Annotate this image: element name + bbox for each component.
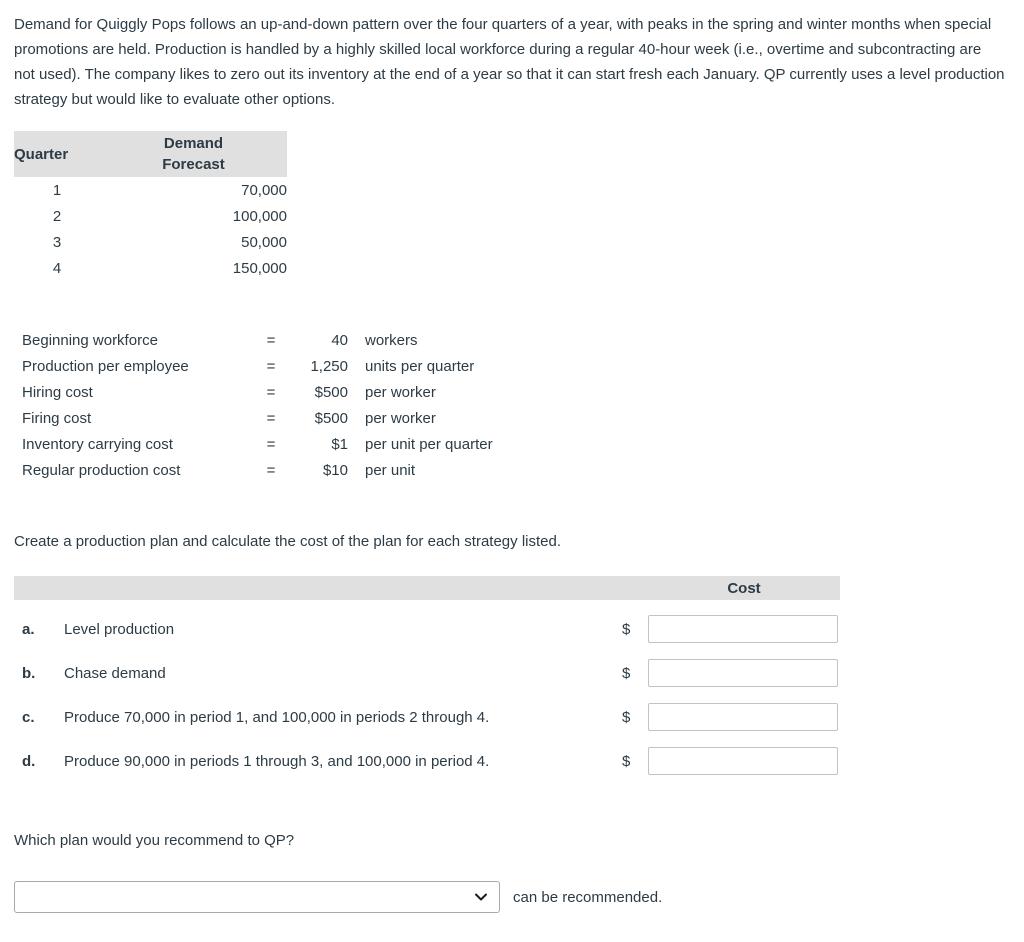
demand-table-row bbox=[14, 229, 287, 255]
quarter-cell: 4 bbox=[52, 259, 62, 277]
forecast-cell: 70,000 bbox=[241, 181, 287, 199]
cost-input-b[interactable] bbox=[648, 659, 838, 687]
demand-table-row bbox=[14, 255, 287, 281]
cost-row-a bbox=[14, 614, 840, 644]
demand-table-row bbox=[14, 177, 287, 203]
dollar-sign: $ bbox=[622, 664, 631, 682]
recommendation-row bbox=[14, 881, 1008, 913]
quarter-cell: 2 bbox=[52, 207, 62, 225]
forecast-cell: 150,000 bbox=[232, 259, 287, 277]
parameter-unit: per unit bbox=[365, 461, 416, 479]
recommendation-dropdown[interactable] bbox=[14, 881, 500, 913]
strategy-letter: b. bbox=[22, 664, 36, 682]
strategy-description: Chase demand bbox=[64, 664, 166, 682]
forecast-cell: 100,000 bbox=[232, 207, 287, 225]
quarter-cell: 3 bbox=[52, 233, 62, 251]
demand-table-header-row bbox=[14, 131, 287, 177]
strategy-description: Produce 90,000 in periods 1 through 3, and 100,000 in period 4. bbox=[64, 752, 490, 770]
cost-row-b bbox=[14, 658, 840, 688]
instruction-text: Create a production plan and calculate the cost of the plan for each strategy listed. bbox=[14, 533, 562, 550]
demand-table-header-quarter: Quarter bbox=[14, 131, 100, 177]
forecast-cell: 50,000 bbox=[241, 233, 287, 251]
strategy-letter: a. bbox=[22, 620, 35, 638]
parameter-value: $10 bbox=[322, 461, 348, 479]
parameter-value: $500 bbox=[314, 409, 348, 427]
dollar-sign: $ bbox=[622, 752, 631, 770]
equals-sign: = bbox=[266, 383, 276, 401]
dollar-sign: $ bbox=[622, 620, 631, 638]
parameter-row bbox=[22, 431, 1008, 457]
strategy-letter: c. bbox=[22, 708, 35, 726]
problem-statement: Demand for Quiggly Pops follows an up-and-down pattern over the four quarters of a year, with peaks in the spring and winter months when special promotions are held. Production is handled by a highly skilled local workforce during a regular 40-hour week (i.e., overtime and subcontracting are not used). The company likes to zero out its inventory at the end of a year so that it can start fresh each January. QP currently uses a level production strategy but would like to evaluate other options. bbox=[14, 16, 1005, 108]
parameter-label: Regular production cost bbox=[22, 461, 181, 479]
strategy-letter: d. bbox=[22, 752, 36, 770]
chevron-down-icon bbox=[473, 889, 489, 905]
strategy-description: Level production bbox=[64, 620, 175, 638]
cost-section bbox=[14, 576, 840, 776]
parameter-value: 1,250 bbox=[310, 357, 348, 375]
equals-sign: = bbox=[266, 435, 276, 453]
parameters-list bbox=[22, 327, 1008, 483]
cost-table-header-bar bbox=[14, 576, 840, 600]
demand-table-header-forecast bbox=[100, 131, 287, 177]
demand-table-header-forecast-label: Demand Forecast bbox=[162, 135, 225, 173]
parameter-label: Production per employee bbox=[22, 357, 189, 375]
parameter-row bbox=[22, 353, 1008, 379]
parameter-value: 40 bbox=[331, 331, 348, 349]
parameter-unit: units per quarter bbox=[365, 357, 475, 375]
parameter-label: Firing cost bbox=[22, 409, 92, 427]
recommendation-question: Which plan would you recommend to QP? bbox=[14, 832, 295, 849]
cost-row-c bbox=[14, 702, 840, 732]
cost-column-header: Cost bbox=[727, 579, 761, 597]
parameter-unit: per unit per quarter bbox=[365, 435, 493, 453]
strategy-description: Produce 70,000 in period 1, and 100,000 in periods 2 through 4. bbox=[64, 708, 490, 726]
equals-sign: = bbox=[266, 461, 276, 479]
parameter-row bbox=[22, 379, 1008, 405]
quarter-cell: 1 bbox=[52, 181, 62, 199]
cost-input-c[interactable] bbox=[648, 703, 838, 731]
cost-input-d[interactable] bbox=[648, 747, 838, 775]
parameter-row bbox=[22, 405, 1008, 431]
parameter-value: $1 bbox=[331, 435, 348, 453]
parameter-value: $500 bbox=[314, 383, 348, 401]
dollar-sign: $ bbox=[622, 708, 631, 726]
parameter-label: Hiring cost bbox=[22, 383, 93, 401]
equals-sign: = bbox=[266, 357, 276, 375]
demand-forecast-table bbox=[14, 131, 287, 281]
equals-sign: = bbox=[266, 409, 276, 427]
demand-table-row bbox=[14, 203, 287, 229]
parameter-unit: workers bbox=[365, 331, 418, 349]
parameter-unit: per worker bbox=[365, 409, 436, 427]
parameter-row bbox=[22, 327, 1008, 353]
cost-row-d bbox=[14, 746, 840, 776]
parameter-unit: per worker bbox=[365, 383, 436, 401]
parameter-row bbox=[22, 457, 1008, 483]
cost-input-a[interactable] bbox=[648, 615, 838, 643]
recommendation-suffix: can be recommended. bbox=[513, 888, 663, 906]
equals-sign: = bbox=[266, 331, 276, 349]
parameter-label: Beginning workforce bbox=[22, 331, 158, 349]
parameter-label: Inventory carrying cost bbox=[22, 435, 173, 453]
